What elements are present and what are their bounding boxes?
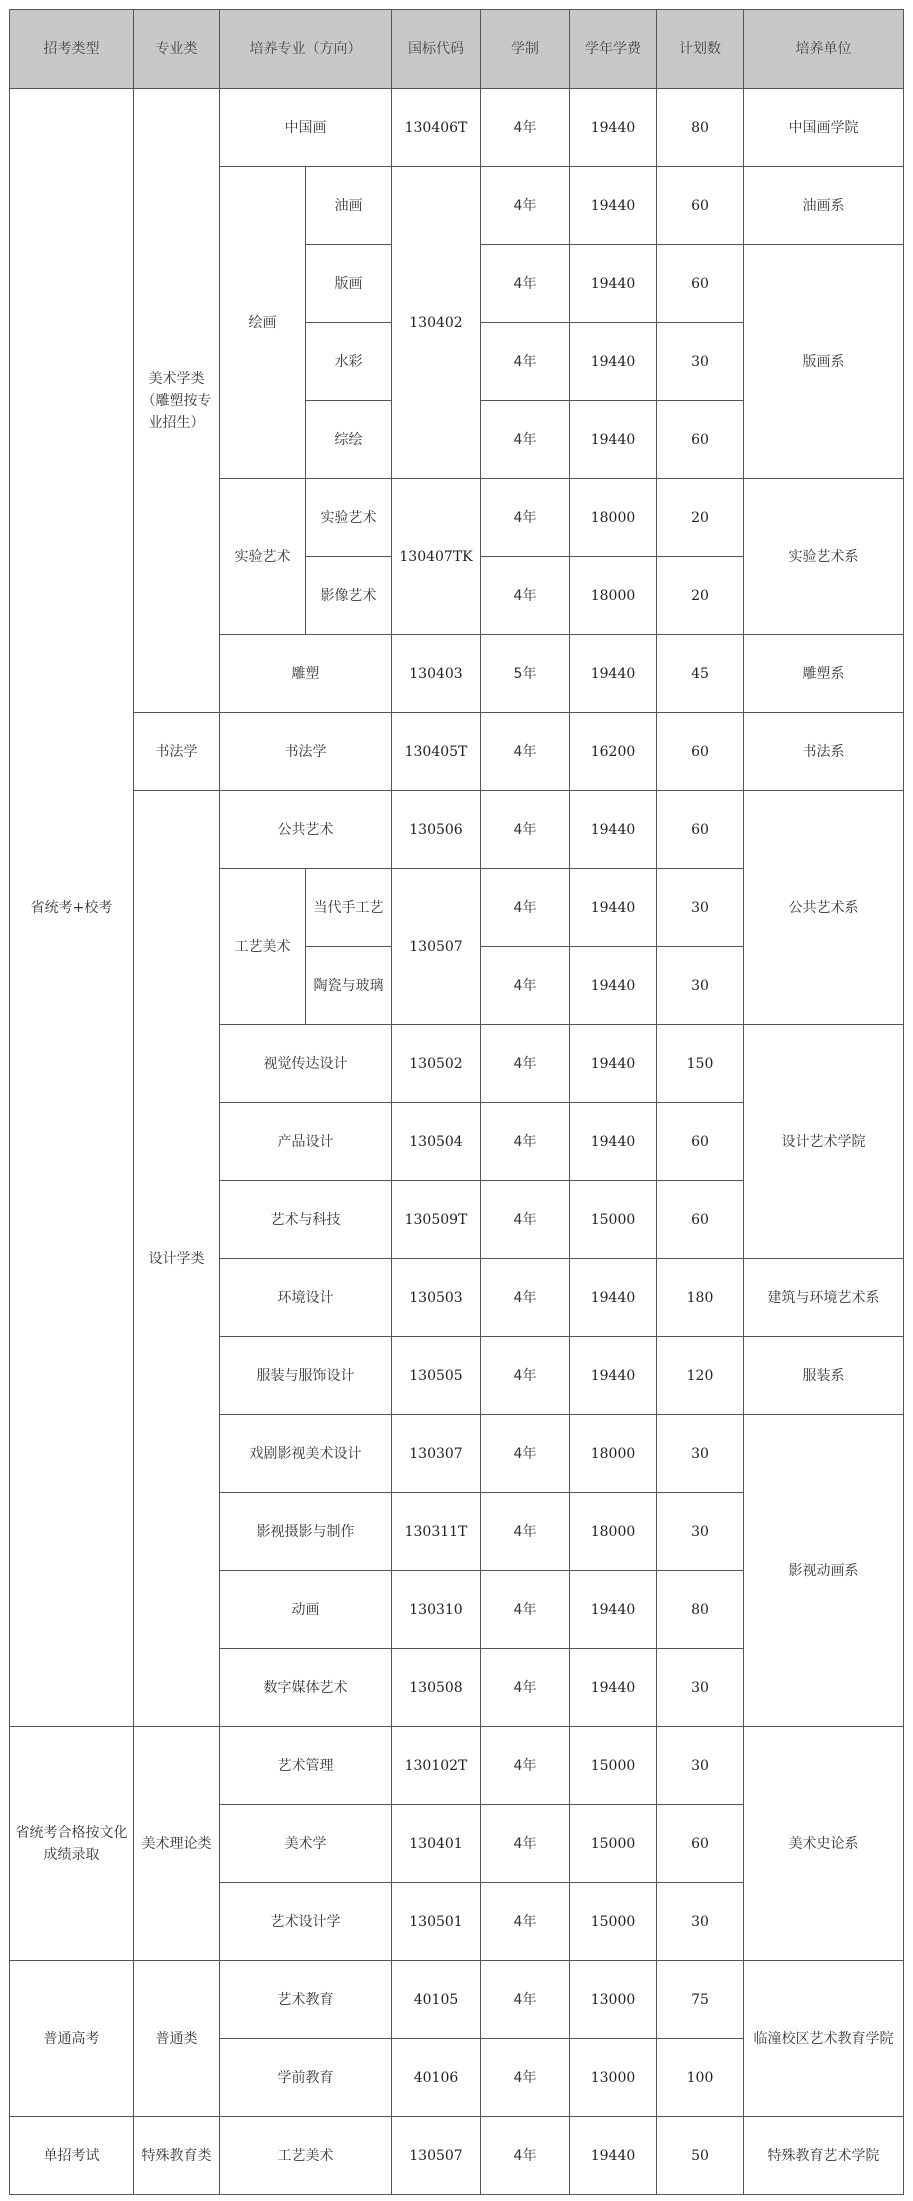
major-cell: 水彩 bbox=[306, 323, 392, 401]
unit-cell: 书法系 bbox=[744, 713, 904, 791]
plan-cell: 80 bbox=[657, 1571, 744, 1649]
major-cell: 中国画 bbox=[220, 89, 392, 167]
plan-cell: 30 bbox=[657, 1493, 744, 1571]
plan-cell: 100 bbox=[657, 2039, 744, 2117]
duration-cell: 4年 bbox=[481, 557, 570, 635]
tuition-cell: 19440 bbox=[570, 1025, 657, 1103]
plan-cell: 50 bbox=[657, 2117, 744, 2195]
plan-cell: 80 bbox=[657, 89, 744, 167]
duration-cell: 4年 bbox=[481, 479, 570, 557]
major-cell: 学前教育 bbox=[220, 2039, 392, 2117]
duration-cell: 5年 bbox=[481, 635, 570, 713]
major-cell: 艺术与科技 bbox=[220, 1181, 392, 1259]
code-cell: 130503 bbox=[392, 1259, 481, 1337]
plan-cell: 60 bbox=[657, 713, 744, 791]
tuition-cell: 15000 bbox=[570, 1805, 657, 1883]
table-row bbox=[10, 791, 904, 869]
tuition-cell: 19440 bbox=[570, 1259, 657, 1337]
code-cell: 130508 bbox=[392, 1649, 481, 1727]
code-cell: 130502 bbox=[392, 1025, 481, 1103]
duration-cell: 4年 bbox=[481, 1883, 570, 1961]
code-cell: 130310 bbox=[392, 1571, 481, 1649]
duration-cell: 4年 bbox=[481, 1493, 570, 1571]
duration-cell: 4年 bbox=[481, 89, 570, 167]
code-cell: 130504 bbox=[392, 1103, 481, 1181]
code-cell: 130507 bbox=[392, 869, 481, 1025]
unit-cell: 雕塑系 bbox=[744, 635, 904, 713]
major-cell: 美术学 bbox=[220, 1805, 392, 1883]
tuition-cell: 19440 bbox=[570, 869, 657, 947]
exam-type-cell: 普通高考 bbox=[10, 1961, 134, 2117]
code-cell: 130407TK bbox=[392, 479, 481, 635]
major-cell: 环境设计 bbox=[220, 1259, 392, 1337]
category-cell: 普通类 bbox=[134, 1961, 220, 2117]
duration-cell: 4年 bbox=[481, 1103, 570, 1181]
code-cell: 130506 bbox=[392, 791, 481, 869]
admissions-table bbox=[9, 9, 904, 2195]
unit-cell: 影视动画系 bbox=[744, 1415, 904, 1727]
duration-cell: 4年 bbox=[481, 1649, 570, 1727]
code-cell: 40105 bbox=[392, 1961, 481, 2039]
tuition-cell: 13000 bbox=[570, 1961, 657, 2039]
duration-cell: 4年 bbox=[481, 1727, 570, 1805]
code-cell: 130507 bbox=[392, 2117, 481, 2195]
exam-type-cell: 省统考+校考 bbox=[10, 89, 134, 1727]
unit-cell: 服装系 bbox=[744, 1337, 904, 1415]
unit-cell: 中国画学院 bbox=[744, 89, 904, 167]
duration-cell: 4年 bbox=[481, 245, 570, 323]
code-cell: 130102T bbox=[392, 1727, 481, 1805]
major-cell: 雕塑 bbox=[220, 635, 392, 713]
unit-cell: 油画系 bbox=[744, 167, 904, 245]
group-cell: 实验艺术 bbox=[220, 479, 306, 635]
code-cell: 130501 bbox=[392, 1883, 481, 1961]
tuition-cell: 19440 bbox=[570, 167, 657, 245]
unit-cell: 设计艺术学院 bbox=[744, 1025, 904, 1259]
category-cell: 设计学类 bbox=[134, 791, 220, 1727]
major-cell: 影视摄影与制作 bbox=[220, 1493, 392, 1571]
major-cell: 艺术教育 bbox=[220, 1961, 392, 2039]
major-cell: 陶瓷与玻璃 bbox=[306, 947, 392, 1025]
duration-cell: 4年 bbox=[481, 869, 570, 947]
header-category: 专业类 bbox=[134, 10, 220, 89]
code-cell: 130401 bbox=[392, 1805, 481, 1883]
unit-cell: 美术史论系 bbox=[744, 1727, 904, 1961]
major-cell: 公共艺术 bbox=[220, 791, 392, 869]
plan-cell: 60 bbox=[657, 1103, 744, 1181]
unit-cell: 临潼校区艺术教育学院 bbox=[744, 1961, 904, 2117]
code-cell: 130405T bbox=[392, 713, 481, 791]
duration-cell: 4年 bbox=[481, 1415, 570, 1493]
header-unit: 培养单位 bbox=[744, 10, 904, 89]
unit-cell: 公共艺术系 bbox=[744, 791, 904, 1025]
unit-cell: 版画系 bbox=[744, 245, 904, 479]
plan-cell: 30 bbox=[657, 1727, 744, 1805]
major-cell: 书法学 bbox=[220, 713, 392, 791]
tuition-cell: 15000 bbox=[570, 1727, 657, 1805]
tuition-cell: 18000 bbox=[570, 557, 657, 635]
unit-cell: 特殊教育艺术学院 bbox=[744, 2117, 904, 2195]
exam-type-cell: 单招考试 bbox=[10, 2117, 134, 2195]
major-cell: 综绘 bbox=[306, 401, 392, 479]
plan-cell: 30 bbox=[657, 1883, 744, 1961]
plan-cell: 30 bbox=[657, 1415, 744, 1493]
plan-cell: 30 bbox=[657, 947, 744, 1025]
duration-cell: 4年 bbox=[481, 1337, 570, 1415]
duration-cell: 4年 bbox=[481, 167, 570, 245]
duration-cell: 4年 bbox=[481, 2117, 570, 2195]
tuition-cell: 19440 bbox=[570, 635, 657, 713]
duration-cell: 4年 bbox=[481, 947, 570, 1025]
table-row bbox=[10, 2117, 904, 2195]
plan-cell: 60 bbox=[657, 1181, 744, 1259]
duration-cell: 4年 bbox=[481, 713, 570, 791]
plan-cell: 20 bbox=[657, 479, 744, 557]
tuition-cell: 19440 bbox=[570, 89, 657, 167]
unit-cell: 实验艺术系 bbox=[744, 479, 904, 635]
code-cell: 130403 bbox=[392, 635, 481, 713]
header-plan: 计划数 bbox=[657, 10, 744, 89]
code-cell: 40106 bbox=[392, 2039, 481, 2117]
tuition-cell: 19440 bbox=[570, 791, 657, 869]
plan-cell: 30 bbox=[657, 1649, 744, 1727]
duration-cell: 4年 bbox=[481, 791, 570, 869]
exam-type-cell: 省统考合格按文化成绩录取 bbox=[10, 1727, 134, 1961]
major-cell: 实验艺术 bbox=[306, 479, 392, 557]
tuition-cell: 18000 bbox=[570, 479, 657, 557]
plan-cell: 45 bbox=[657, 635, 744, 713]
duration-cell: 4年 bbox=[481, 2039, 570, 2117]
tuition-cell: 19440 bbox=[570, 947, 657, 1025]
plan-cell: 60 bbox=[657, 791, 744, 869]
major-cell: 动画 bbox=[220, 1571, 392, 1649]
major-cell: 当代手工艺 bbox=[306, 869, 392, 947]
major-cell: 戏剧影视美术设计 bbox=[220, 1415, 392, 1493]
code-cell: 130505 bbox=[392, 1337, 481, 1415]
plan-cell: 60 bbox=[657, 245, 744, 323]
table-row bbox=[10, 1961, 904, 2039]
major-cell: 视觉传达设计 bbox=[220, 1025, 392, 1103]
duration-cell: 4年 bbox=[481, 401, 570, 479]
plan-cell: 150 bbox=[657, 1025, 744, 1103]
category-cell: 美术理论类 bbox=[134, 1727, 220, 1961]
plan-cell: 60 bbox=[657, 167, 744, 245]
tuition-cell: 15000 bbox=[570, 1181, 657, 1259]
tuition-cell: 19440 bbox=[570, 1337, 657, 1415]
plan-cell: 30 bbox=[657, 869, 744, 947]
duration-cell: 4年 bbox=[481, 1025, 570, 1103]
table-row bbox=[10, 1727, 904, 1805]
table-row bbox=[10, 713, 904, 791]
header-major: 培养专业（方向） bbox=[220, 10, 392, 89]
plan-cell: 20 bbox=[657, 557, 744, 635]
major-cell: 数字媒体艺术 bbox=[220, 1649, 392, 1727]
header-code: 国标代码 bbox=[392, 10, 481, 89]
plan-cell: 120 bbox=[657, 1337, 744, 1415]
duration-cell: 4年 bbox=[481, 1805, 570, 1883]
major-cell: 工艺美术 bbox=[220, 2117, 392, 2195]
major-cell: 影像艺术 bbox=[306, 557, 392, 635]
group-cell: 绘画 bbox=[220, 167, 306, 479]
tuition-cell: 19440 bbox=[570, 323, 657, 401]
header-row bbox=[10, 10, 904, 89]
major-cell: 服装与服饰设计 bbox=[220, 1337, 392, 1415]
table-row bbox=[10, 89, 904, 167]
duration-cell: 4年 bbox=[481, 323, 570, 401]
tuition-cell: 19440 bbox=[570, 401, 657, 479]
duration-cell: 4年 bbox=[481, 1259, 570, 1337]
tuition-cell: 13000 bbox=[570, 2039, 657, 2117]
plan-cell: 75 bbox=[657, 1961, 744, 2039]
duration-cell: 4年 bbox=[481, 1181, 570, 1259]
tuition-cell: 19440 bbox=[570, 1649, 657, 1727]
plan-cell: 60 bbox=[657, 1805, 744, 1883]
plan-cell: 60 bbox=[657, 401, 744, 479]
unit-cell: 建筑与环境艺术系 bbox=[744, 1259, 904, 1337]
category-cell: 特殊教育类 bbox=[134, 2117, 220, 2195]
tuition-cell: 19440 bbox=[570, 2117, 657, 2195]
category-cell: 书法学 bbox=[134, 713, 220, 791]
header-exam-type: 招考类型 bbox=[10, 10, 134, 89]
major-cell: 版画 bbox=[306, 245, 392, 323]
tuition-cell: 18000 bbox=[570, 1493, 657, 1571]
major-cell: 产品设计 bbox=[220, 1103, 392, 1181]
tuition-cell: 18000 bbox=[570, 1415, 657, 1493]
header-duration: 学制 bbox=[481, 10, 570, 89]
group-cell: 工艺美术 bbox=[220, 869, 306, 1025]
code-cell: 130307 bbox=[392, 1415, 481, 1493]
duration-cell: 4年 bbox=[481, 1571, 570, 1649]
category-cell: 美术学类（雕塑按专业招生） bbox=[134, 89, 220, 713]
tuition-cell: 16200 bbox=[570, 713, 657, 791]
tuition-cell: 19440 bbox=[570, 1103, 657, 1181]
plan-cell: 180 bbox=[657, 1259, 744, 1337]
major-cell: 艺术设计学 bbox=[220, 1883, 392, 1961]
code-cell: 130509T bbox=[392, 1181, 481, 1259]
header-tuition: 学年学费 bbox=[570, 10, 657, 89]
major-cell: 艺术管理 bbox=[220, 1727, 392, 1805]
code-cell: 130406T bbox=[392, 89, 481, 167]
major-cell: 油画 bbox=[306, 167, 392, 245]
code-cell: 130311T bbox=[392, 1493, 481, 1571]
tuition-cell: 15000 bbox=[570, 1883, 657, 1961]
duration-cell: 4年 bbox=[481, 1961, 570, 2039]
tuition-cell: 19440 bbox=[570, 1571, 657, 1649]
code-cell: 130402 bbox=[392, 167, 481, 479]
plan-cell: 30 bbox=[657, 323, 744, 401]
tuition-cell: 19440 bbox=[570, 245, 657, 323]
